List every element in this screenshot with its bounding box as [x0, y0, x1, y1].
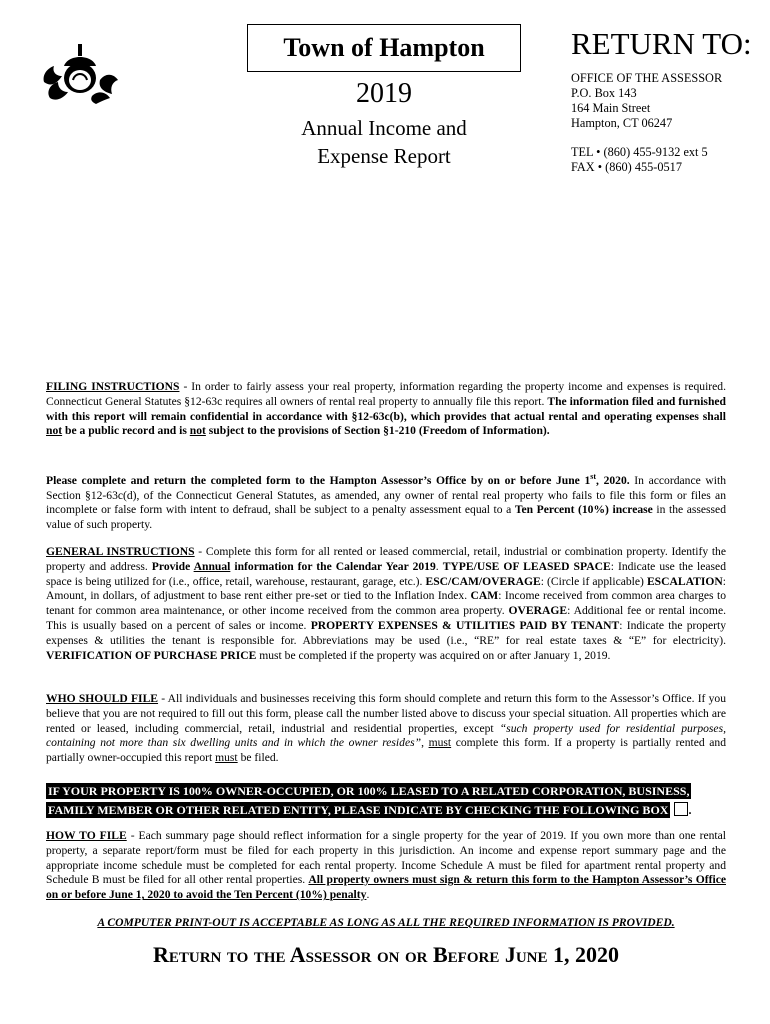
report-title-line1: Annual Income and	[301, 116, 467, 140]
assessor-address	[571, 71, 722, 131]
general-t2: .	[435, 559, 443, 573]
return-deadline: Return to the Assessor on or Before June 1, 2020	[152, 942, 620, 967]
assessor-contacts	[571, 145, 708, 175]
general-b9: VERIFICATION OF PURCHASE PRICE	[46, 648, 257, 662]
who-heading: WHO SHOULD FILE	[46, 692, 159, 705]
general-b7: OVERAGE	[508, 604, 568, 618]
owner-occupied-line2: FAMILY MEMBER OR OTHER RELATED ENTITY, PLEASE INDICATE BY CHECKING THE FOLLOWING BOX	[48, 803, 669, 817]
filing-heading: FILING INSTRUCTIONS	[46, 380, 180, 393]
general-heading: GENERAL INSTRUCTIONS	[46, 545, 195, 558]
filing-confidential-text: The information filed and furnished with this report will remain confidential in accordance with §12-63c(b), which provides that actual rental and operating expenses shall	[46, 394, 726, 423]
general-t9: must be completed if the property was acquired on or after January 1, 2019.	[256, 648, 611, 662]
general-b1: Provide	[151, 559, 194, 573]
filing-instructions	[46, 380, 726, 439]
return-to-heading: RETURN TO:	[571, 26, 752, 61]
general-b4: ESC/CAM/OVERAGE	[425, 574, 541, 588]
general-t1: - Complete this form for all rented or leased commercial, retail, industrial or combination property. Identify the property and address.	[46, 545, 726, 573]
general-b2: information for the Calendar Year 2019	[230, 559, 436, 573]
fax: FAX • (860) 455-0517	[571, 160, 682, 174]
general-t5: : Amount, in dollars, of adjustment to base rent either pre-set or tied to the Inflation Index.	[46, 574, 726, 603]
general-b3: TYPE/USE OF LEASED SPACE	[442, 559, 611, 573]
how-to-file	[46, 829, 726, 903]
general-t3: : Indicate use the leased space is being utilized for (i.e., office, retail, warehouse, restaurant, garage, etc.).	[46, 559, 726, 588]
general-instructions	[46, 545, 726, 663]
owner-occupied-trail: .	[688, 803, 692, 817]
city-state-zip: Hampton, CT 06247	[571, 116, 673, 130]
telephone: TEL • (860) 455-9132 ext 5	[571, 145, 708, 159]
filing-not-1: not	[46, 424, 63, 438]
penalty-text-end: in the assessed value of such property.	[46, 503, 726, 532]
who-t1: - All individuals and businesses receiving this form should complete and return this form to the Assessor’s Office. If you believe that you are not required to fill out this form, please call the number listed above to discuss your special situation. All properties which are rented or leased, including commercial, retail, industrial and residential properties, except	[46, 692, 726, 735]
general-b6: CAM	[470, 589, 499, 603]
who-must-2: must	[215, 751, 238, 765]
how-t2: .	[366, 888, 370, 902]
who-t3: complete this form. If a property is partially rented and partially owner-occupied this report	[46, 736, 726, 765]
owner-occupied-checkbox[interactable]	[674, 802, 688, 816]
owner-occupied-notice	[46, 782, 726, 820]
general-b5: ESCALATION	[646, 574, 723, 588]
filing-text: - In order to fairly assess your real property, information regarding the property income and expenses is required. Connecticut General Statutes §12-63c requires all owners of rental real property to annually file this report.	[46, 380, 726, 408]
general-t4: : (Circle if applicable)	[540, 574, 647, 588]
general-t8: : Indicate the property expenses & utilities the tenant is responsible for. Abbreviations may be used (i.e., “RE” for real estate taxes & “E” for electricity).	[46, 618, 726, 647]
po-box: P.O. Box 143	[571, 86, 637, 100]
report-year: 2019	[356, 78, 412, 109]
filing-not-2: not	[189, 424, 206, 438]
penalty-amount: Ten Percent (10%) increase	[514, 503, 653, 517]
deadline-year: , 2020.	[596, 473, 630, 487]
report-title	[247, 114, 521, 170]
who-t2: ,	[421, 736, 429, 750]
deadline-paragraph	[46, 470, 726, 533]
report-title-line2: Expense Report	[317, 144, 451, 168]
office-name: OFFICE OF THE ASSESSOR	[571, 71, 723, 85]
how-heading: HOW TO FILE	[46, 829, 127, 842]
who-exception: “such property used for residential purposes, containing not more than six dwelling units and in which the owner resides”	[46, 721, 726, 750]
how-t1: - Each summary page should reflect information for a single property for the year of 2019. If you own more than one rental property, a separate report/form must be filed for each property in this jurisdiction. An income and expense report summary page and the appropriate income schedule must be completed for each rental property. Income Schedule A must be filed for apartment rental property and Schedule B must be filed for all other rental properties.	[46, 829, 727, 887]
deadline-text: Please complete and return the completed form to the Hampton Assessor’s Office by on or before June 1	[46, 473, 591, 487]
who-should-file	[46, 692, 726, 766]
general-b8: PROPERTY EXPENSES & UTILITIES PAID BY TENANT	[310, 618, 620, 632]
how-penalty-note: All property owners must sign & return this form to the Hampton Assessor’s Office on or before June 1, 2020 to avoid the Ten Percent (10%) penalty	[46, 873, 726, 902]
filing-confidential-text-3: subject to the provisions of Section §1-210 (Freedom of Information).	[205, 424, 550, 438]
general-t6: : Income received from common area charges to tenant for common area maintenance, or other income received from the common area property.	[46, 589, 726, 618]
general-annual: Annual	[193, 559, 231, 573]
owner-occupied-line1: IF YOUR PROPERTY IS 100% OWNER-OCCUPIED, OR 100% LEASED TO A RELATED CORPORATION, BUSINESS,	[48, 784, 690, 798]
penalty-text: In accordance with Section §12-63c(d), of the Connecticut General Statutes, as amended, any owner of rental real property who fails to file this form or files an incomplete or false form with intent to defraud, shall be subject to a penalty assessment equal to a	[46, 473, 726, 517]
general-t7: : Additional fee or rental income. This is usually based on a percent of sales or income.	[46, 604, 726, 632]
street-address: 164 Main Street	[571, 101, 651, 115]
acorn-logo-icon	[40, 42, 120, 104]
filing-confidential-text-2: be a public record and is	[62, 424, 190, 438]
who-must-1: must	[428, 736, 452, 750]
who-t4: be filed.	[237, 751, 279, 765]
computer-printout-note: A COMPUTER PRINT-OUT IS ACCEPTABLE AS LONG AS ALL THE REQUIRED INFORMATION IS PROVIDED.	[97, 916, 675, 929]
town-title: Town of Hampton	[247, 24, 521, 72]
deadline-sup: st	[590, 472, 597, 481]
